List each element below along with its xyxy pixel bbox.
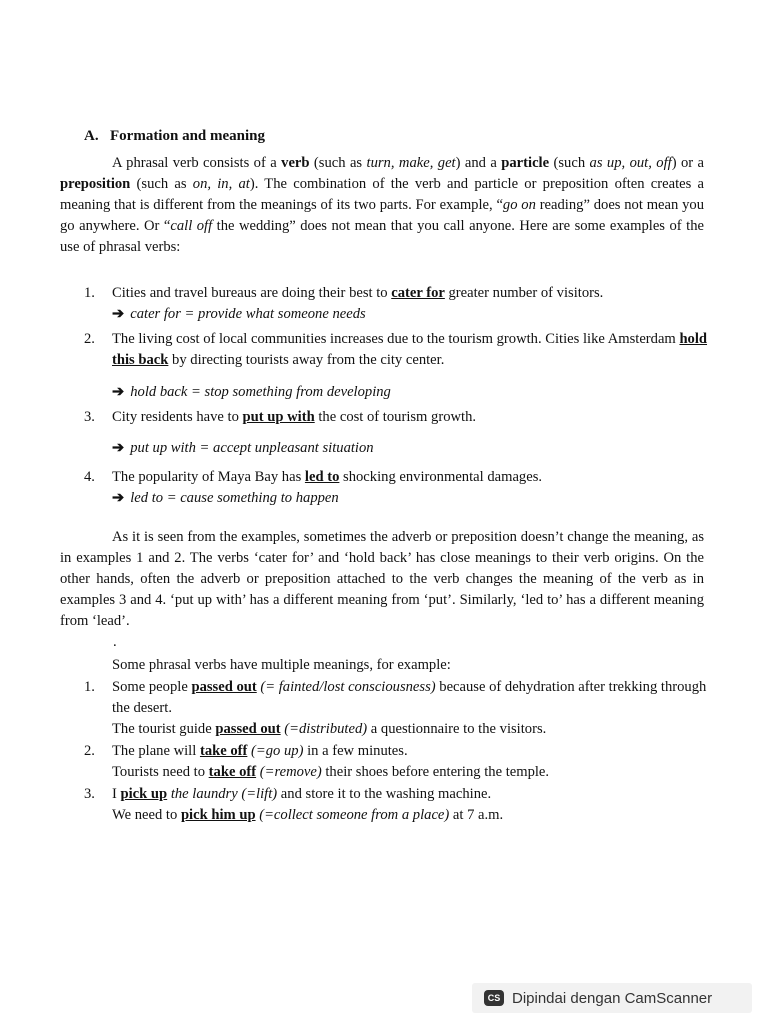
example-text: Cities and travel bureaus are doing their best to — [112, 285, 392, 301]
phrasal-verb: passed out — [191, 679, 257, 695]
phrasal-verb: led to — [304, 469, 340, 485]
term-verb: verb — [281, 155, 310, 171]
camscanner-watermark — [472, 983, 752, 1013]
phrasal-verb: hold this back — [112, 331, 708, 368]
meaning-gloss: (=collect someone from a place) — [255, 807, 450, 823]
meaning-sentence-b — [112, 805, 710, 826]
meaning-sentence-b — [112, 762, 710, 783]
preposition-examples: on, in, at — [192, 176, 250, 192]
list-number: 3. — [84, 409, 95, 425]
term-preposition: preposition — [60, 176, 131, 192]
verb-examples: turn, make, get — [366, 155, 456, 171]
phrasal-verb: take off — [208, 764, 257, 780]
multiple-meanings-intro: Some phrasal verbs have multiple meanings, for example: — [112, 657, 451, 673]
sentence-text: at 7 a.m. — [449, 807, 504, 823]
stray-dot: . — [113, 634, 117, 650]
phrasal-verb: pick up — [120, 786, 168, 802]
example-text: shocking environmental damages. — [339, 469, 543, 485]
sentence-text: Some people — [112, 679, 192, 695]
example-text: the cost of tourism growth. — [314, 409, 477, 425]
intro-text: (such as — [130, 176, 193, 192]
list-number: 4. — [84, 469, 95, 485]
meaning-gloss: (=distributed) — [280, 721, 368, 737]
camscanner-logo-icon: CS — [484, 990, 504, 1006]
arrow-icon: ➔ — [112, 490, 125, 506]
example-text: The living cost of local communities increases due to the tourism growth. Cities like Amsterdam — [112, 331, 680, 347]
section-number: A. — [84, 128, 99, 144]
phrasal-verb: passed out — [215, 721, 281, 737]
intro-text: ) and a — [455, 155, 502, 171]
meaning-sentence-a — [112, 741, 710, 762]
sentence-text: I — [112, 786, 121, 802]
definition-line — [112, 488, 710, 509]
example-call-off: call off — [170, 218, 213, 234]
definition-line — [112, 438, 710, 459]
definition-line — [112, 304, 710, 325]
arrow-icon: ➔ — [112, 306, 125, 322]
example-go-on: go on — [502, 197, 536, 213]
list-number: 2. — [84, 331, 95, 347]
sentence-text: in a few minutes. — [303, 743, 408, 759]
intro-text: the wedding” does not mean that you call anyone. Here are some examples of the use of phrasal verbs: — [60, 218, 704, 255]
phrasal-verb: take off — [199, 743, 248, 759]
example-item — [80, 283, 710, 329]
arrow-icon: ➔ — [112, 384, 125, 400]
sentence-text: because of dehydration after trekking through the desert. — [112, 679, 707, 716]
example-text: City residents have to — [112, 409, 243, 425]
example-text: greater number of visitors. — [444, 285, 604, 301]
intro-text: ) or a — [671, 155, 705, 171]
meaning-sentence-a — [112, 677, 710, 719]
meaning-sentence-b — [112, 719, 710, 740]
term-particle: particle — [501, 155, 550, 171]
list-number: 1. — [84, 679, 95, 695]
meaning-gloss: (= fainted/lost consciousness) — [256, 679, 436, 695]
intro-paragraph — [60, 153, 704, 258]
phrasal-verb: pick him up — [180, 807, 256, 823]
sentence-text: a questionnaire to the visitors. — [367, 721, 547, 737]
definition-text: put up with = accept unpleasant situation — [130, 440, 374, 456]
example-text: The popularity of Maya Bay has — [112, 469, 305, 485]
explanation-paragraph: As it is seen from the examples, sometimes the adverb or preposition doesn’t change the meaning, as in examples 1 and 2. The verbs ‘cater for’ and ‘hold back’ has close meanings to their verb origins. On the other hands, often the adverb or preposition attached to the verb changes the meaning of the verb as in examples 3 and 4. ‘put up with’ has a different meaning from ‘put’. Similarly, ‘led to’ has a different meaning from ‘lead’. — [60, 529, 704, 629]
intro-text: reading” does not mean you go anywhere. Or “ — [60, 197, 704, 234]
meaning-gloss: (=go up) — [247, 743, 304, 759]
meaning-item — [80, 784, 710, 826]
meaning-item — [80, 741, 710, 783]
watermark-text: Dipindai dengan CamScanner — [512, 989, 713, 1007]
definition-text: led to = cause something to happen — [130, 490, 339, 506]
example-item — [80, 329, 710, 407]
meaning-gloss: (=remove) — [256, 764, 322, 780]
example-item — [80, 407, 710, 467]
intro-text: (such as — [309, 155, 367, 171]
list-number: 1. — [84, 285, 95, 301]
multiple-meanings-list — [80, 677, 710, 827]
definition-line — [112, 382, 710, 403]
examples-list — [80, 283, 710, 513]
sentence-text: and store it to the washing machine. — [277, 786, 492, 802]
example-text: by directing tourists away from the city center. — [168, 352, 445, 368]
sentence-text: their shoes before entering the temple. — [321, 764, 550, 780]
meaning-item — [80, 677, 710, 740]
definition-text: cater for = provide what someone needs — [130, 306, 366, 322]
definition-text: hold back = stop something from developing — [130, 384, 391, 400]
example-item — [80, 467, 710, 513]
intro-text: ). The combination of the verb and particle or preposition often creates a meaning that is different from the meanings of its two parts. For example, “ — [60, 176, 705, 213]
section-heading — [84, 126, 265, 147]
list-number: 2. — [84, 743, 95, 759]
list-number: 3. — [84, 786, 95, 802]
sentence-text: The plane will — [112, 743, 200, 759]
meaning-gloss: the laundry (=lift) — [167, 786, 278, 802]
sentence-text: The tourist guide — [112, 721, 216, 737]
phrasal-verb: put up with — [242, 409, 315, 425]
sentence-text: We need to — [112, 807, 181, 823]
phrasal-verb: cater for — [391, 285, 445, 301]
section-title: Formation and meaning — [110, 128, 266, 144]
intro-text: (such — [549, 155, 590, 171]
particle-examples: as up, out, off — [589, 155, 672, 171]
meaning-sentence-a — [112, 784, 710, 805]
arrow-icon: ➔ — [112, 440, 125, 456]
intro-text: A phrasal verb consists of a — [112, 155, 282, 171]
sentence-text: Tourists need to — [112, 764, 209, 780]
